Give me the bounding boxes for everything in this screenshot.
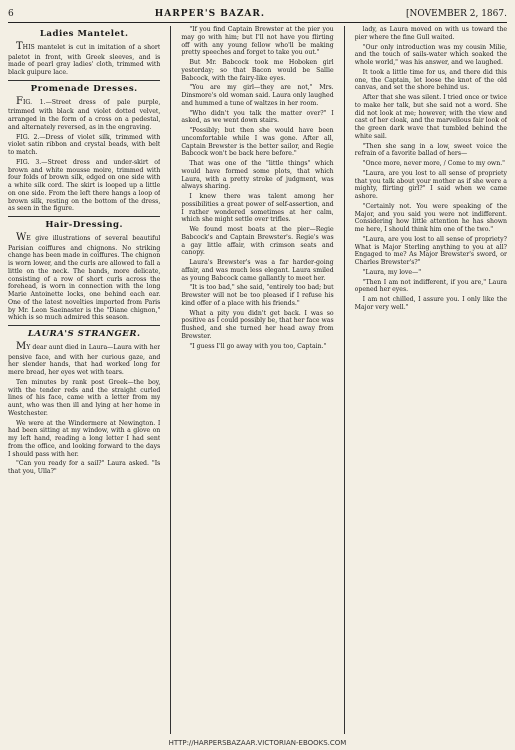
paragraph: THIS mantelet is cut in imitation of a short paletot in front, with Greek sleeves, and is made of pearl gray ladies' cloth, trimmed with black guipure lace. (8, 41, 161, 76)
paragraph: FIG. 1.—Street dress of pale purple, trimmed with black and violet dotted velvet, arranged in the form of a cross on a pedestal, and alternately reversed, as in the engraving. (8, 95, 161, 131)
column-divider (170, 26, 171, 734)
paragraph: "It is too bad," she said, "entirely too bad; but Brewster will not be too pleased if I refuse his kind offer of a place with his friends." (181, 284, 334, 307)
paragraph: After that she was silent. I tried once or twice to make her talk, but she said not a word. She did not look at me; however, with the view and cast of her cloak, and the marvellous fair look of the green dark wave that tumbled behind the white sail. (354, 94, 507, 140)
paragraph: That was one of the "little things" which would have formed some plots, that which Laura, with a pretty stroke of judgment, was always sharing. (181, 160, 334, 191)
section-divider (8, 216, 160, 217)
paragraph: "If you find Captain Brewster at the pier you may go with him; but I'll not have you flirting off with any young fellow who'll be making pretty speeches and forget to take you out." (181, 26, 334, 57)
section-heading: Ladies Mantelet. (39, 29, 129, 39)
right-column (355, 26, 507, 734)
paragraph: Laura's Brewster's was a far harder-going affair, and was much less elegant. Laura smiled as young Babcock came gallantly to meet her. (181, 259, 334, 282)
paragraph: "Who didn't you talk the matter over?" I asked, as we went down stairs. (181, 109, 334, 125)
paragraph: But Mr. Babcock took me Hoboken girl yesterday; so that Bacon would be Sallie Babcock, with the fairy-like eyes. (181, 59, 334, 82)
paragraph: "Our only introduction was my cousin Milie, and the touch of sails-water which soaked the whole world," was his answer, and we laughed. (354, 43, 507, 66)
section-divider (8, 80, 160, 81)
issue-date: [NOVEMBER 2, 1867. (406, 9, 507, 19)
paragraph: "Laura, are you lost to all sense of propriety that you talk about your mother as if she were a mighty, flirting girl?" I said when we came ashore. (354, 169, 507, 200)
paragraph: We found most boats at the pier—Regie Babcock's and Captain Brewster's. Regie's was a gay little affair, with crimson seats and canopy. (181, 226, 334, 257)
column-divider (344, 26, 345, 734)
paragraph: "Then I am not indifferent, if you are," Laura opened her eyes. (354, 278, 507, 294)
paragraph: "Certainly not. You were speaking of the Major, and you said you were not indifferent. Considering how little attention he has shown me here, I should think him one of the two." (354, 202, 507, 233)
section-divider (8, 325, 160, 326)
paragraph: FIG. 3.—Street dress and under-skirt of brown and white mousse moire, trimmed with four folds of brown silk, edged on one side with a white silk cord. The skirt is looped up a little on one side. From the left there hangs a loop of brown silk, resting on the bottom of the dress, as seen in the figure. (8, 158, 161, 213)
middle-column (181, 26, 333, 734)
paragraph: "Can you ready for a sail?" Laura asked. "Is that you, Ulla?" (8, 460, 161, 475)
paragraph: FIG. 2.—Dress of violet silk, trimmed with violet satin ribbon and crystal beads, with belt to match. (8, 133, 161, 156)
paragraph: "You are my girl—they are not," Mrs. Dinsmore's old woman said. Laura only laughed and hummed a tune of waltzes in her room. (181, 84, 334, 107)
paragraph: I knew there was talent among her possibilities a great power of self-assertion, and I rather wondered sometimes at her calm, which she might settle over trifles. (181, 193, 334, 224)
section-heading: LAURA'S STRANGER. (27, 329, 141, 339)
page-number: 6 (8, 9, 14, 19)
paragraph: MY dear aunt died in Laura—Laura with her pensive face, and with her curious gaze, and her slender hands, that had worked long for mere bread, her eyes wet with tears. (8, 341, 161, 376)
paragraph: It took a little time for us, and there did this one, the Captain, let loose the knot of the old canvas, and set the shore behind us. (354, 68, 507, 92)
paragraph: WE give illustrations of several beautiful Parisian coiffures and chignons. No striking change has been made in coiffures. The chignon is worn lower, and the curls are allowed to fall a little on the neck. The bands, more delicate, consisting of a row of short curls across the forehead, is worn in connection with the long Marie Antoinette locks, one behind each ear. One of the latest novelties imported from Paris by Mr. Leon Saeinaster is the "Diane chignon," which is so much admired this season. (8, 232, 161, 322)
paragraph: "Once more, never more, / Come to my own." (362, 160, 506, 167)
paragraph: "Possibly; but then she would have been uncomfortable while I was gone. After all, Captain Brewster is the better sailor, and Regie Babcock won't be back here before." (181, 127, 334, 158)
paragraph: What a pity you didn't get back. I was so positive as I could possibly be, that her face was flushed, and she turned her head away from Brewster. (181, 309, 334, 340)
paragraph: "I guess I'll go away with you too, Captain." (189, 342, 327, 350)
left-column (8, 26, 160, 734)
paragraph: We were at the Windermere at Newington. I had been sitting at my window, with a glove on my left hand, reading a long letter I had sent from the office, and looking forward to the days I should pass with her. (8, 419, 161, 458)
paragraph: "Laura, my love—" (362, 268, 422, 276)
paragraph: "Laura, are you lost to all sense of propriety? What is Major Sterling anything to you at all? Engaged to me? As Major Brewster's sword, or Charles Brewster's?" (354, 235, 507, 266)
article-columns (8, 26, 507, 734)
section-heading: Promenade Dresses. (30, 83, 138, 94)
paragraph: Ten minutes by rank post Greek—the boy, with the tender reds and the straight curled lines of his face, came with a letter from my aunt, who was then ill and lying at her home in Westchester. (8, 378, 161, 417)
paragraph: "Then she sang in a low, sweet voice the refrain of a favorite ballad of hers— (354, 142, 507, 158)
paragraph: lady, as Laura moved on with us toward the pier where the fine Gull waited. (354, 26, 507, 41)
publication-title: HARPER'S BAZAR. (154, 9, 265, 19)
source-url: HTTP://HARPERSBAZAAR.VICTORIAN-EBOOKS.COM (168, 739, 347, 747)
paragraph: I am not chilled, I assure you. I only like the Major very well." (354, 296, 507, 311)
page-header (8, 6, 507, 23)
section-heading: Hair-Dressing. (45, 220, 123, 230)
